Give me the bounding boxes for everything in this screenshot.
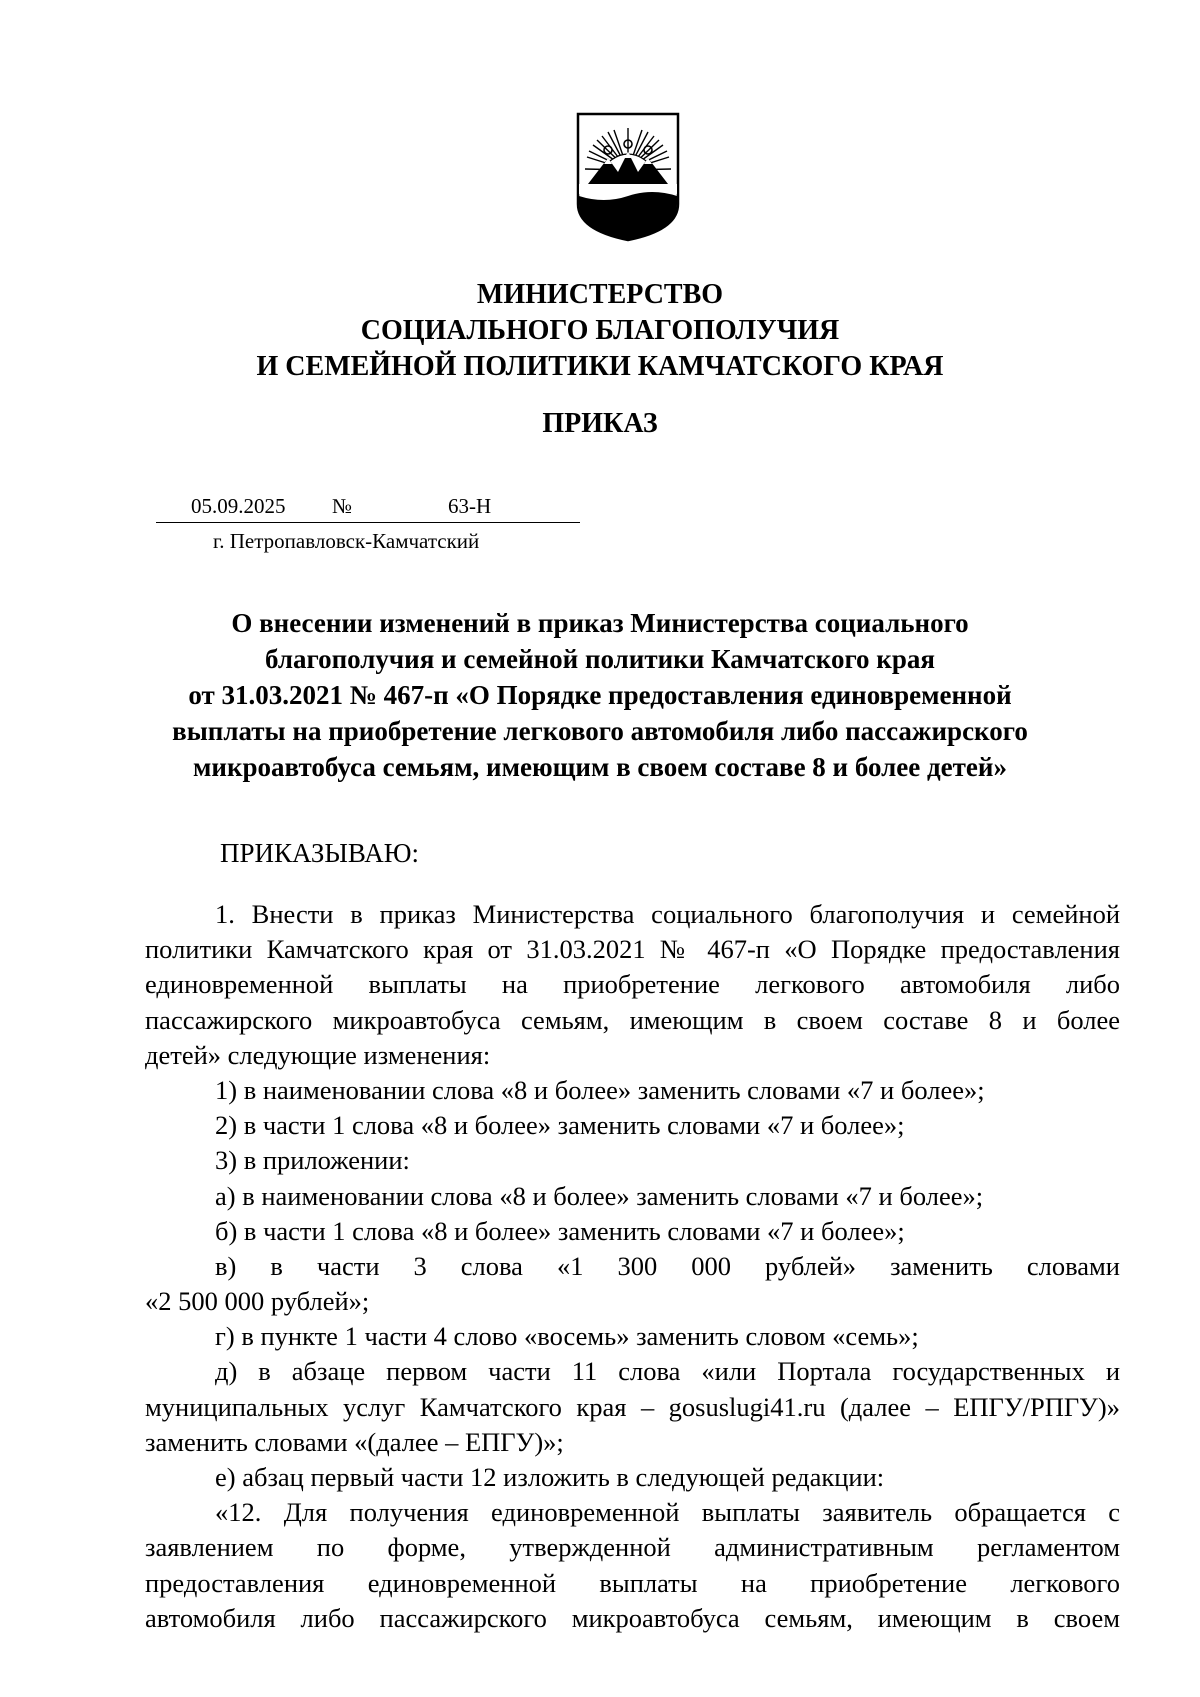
subject-line: микроавтобуса семьям, имеющим в своем составе 8 и более детей» xyxy=(193,752,1007,782)
body-line: 3) в приложении: xyxy=(215,1145,410,1176)
ministry-line: И СЕМЕЙНОЙ ПОЛИТИКИ КАМЧАТСКОГО КРАЯ xyxy=(256,351,944,382)
body-line: в) в части 3 слова «1 300 000 рублей» заменить словами xyxy=(215,1250,1120,1281)
body-line: автомобиля либо пассажирского микроавтобуса семьям, имеющим в своем xyxy=(145,1602,1120,1633)
body-line: пассажирского микроавтобуса семьям, имеющим в своем составе 8 и более xyxy=(145,1004,1120,1035)
body-line: а) в наименовании слова «8 и более» заменить словами «7 и более»; xyxy=(215,1180,984,1211)
ministry-line: СОЦИАЛЬНОГО БЛАГОПОЛУЧИЯ xyxy=(360,315,840,346)
body-line: е) абзац первый части 12 изложить в следующей редакции: xyxy=(215,1462,885,1492)
subject-line: благополучия и семейной политики Камчатского края xyxy=(265,644,935,674)
order-date: 05.09.2025 xyxy=(191,494,286,518)
body-line: детей» следующие изменения: xyxy=(145,1039,491,1070)
body-line: д) в абзаце первом части 11 слова «или Портала государственных и xyxy=(215,1356,1120,1387)
ministry-line: МИНИСТЕРСТВО xyxy=(476,279,724,310)
order-directive: ПРИКАЗЫВАЮ: xyxy=(220,838,419,868)
body-line: заявлением по форме, утвержденной административным регламентом xyxy=(145,1532,1120,1563)
body-line: политики Камчатского края от 31.03.2021 № 467-п «О Порядке предоставления xyxy=(145,934,1120,965)
body-line: 2) в части 1 слова «8 и более» заменить словами «7 и более»; xyxy=(215,1110,905,1141)
document-subject xyxy=(150,605,1050,785)
coat-of-arms-emblem xyxy=(574,112,682,242)
subject-line: О внесении изменений в приказ Министерства социального xyxy=(231,608,969,638)
document-type-title: ПРИКАЗ xyxy=(542,408,658,439)
body-line: единовременной выплаты на приобретение легкового автомобиля либо xyxy=(145,969,1120,1000)
document-body xyxy=(145,897,1120,1636)
body-line: заменить словами «(далее – ЕПГУ)»; xyxy=(145,1426,564,1457)
body-line: 1. Внести в приказ Министерства социального благополучия и семейной xyxy=(215,899,1120,929)
body-line: б) в части 1 слова «8 и более» заменить словами «7 и более»; xyxy=(215,1215,905,1246)
order-number: 63-Н xyxy=(448,494,492,518)
number-sign: № xyxy=(332,494,353,518)
body-line: предоставления единовременной выплаты на приобретение легкового xyxy=(145,1567,1120,1598)
ministry-name xyxy=(0,277,1200,385)
body-line: «2 500 000 рублей»; xyxy=(145,1286,370,1317)
body-line: 1) в наименовании слова «8 и более» заменить словами «7 и более»; xyxy=(215,1074,985,1105)
body-line: г) в пункте 1 части 4 слово «восемь» заменить словом «семь»; xyxy=(215,1321,919,1352)
date-number-row xyxy=(156,492,580,523)
body-line: «12. Для получения единовременной выплаты заявитель обращается с xyxy=(215,1497,1120,1528)
body-line: муниципальных услуг Камчатского края – gosuslugi41.ru (далее – ЕПГУ/РПГУ)» xyxy=(145,1391,1120,1422)
subject-line: выплаты на приобретение легкового автомобиля либо пассажирского xyxy=(172,716,1028,746)
subject-line: от 31.03.2021 № 467-п «О Порядке предоставления единовременной xyxy=(188,680,1012,710)
city-location: г. Петропавловск-Камчатский xyxy=(213,529,480,553)
